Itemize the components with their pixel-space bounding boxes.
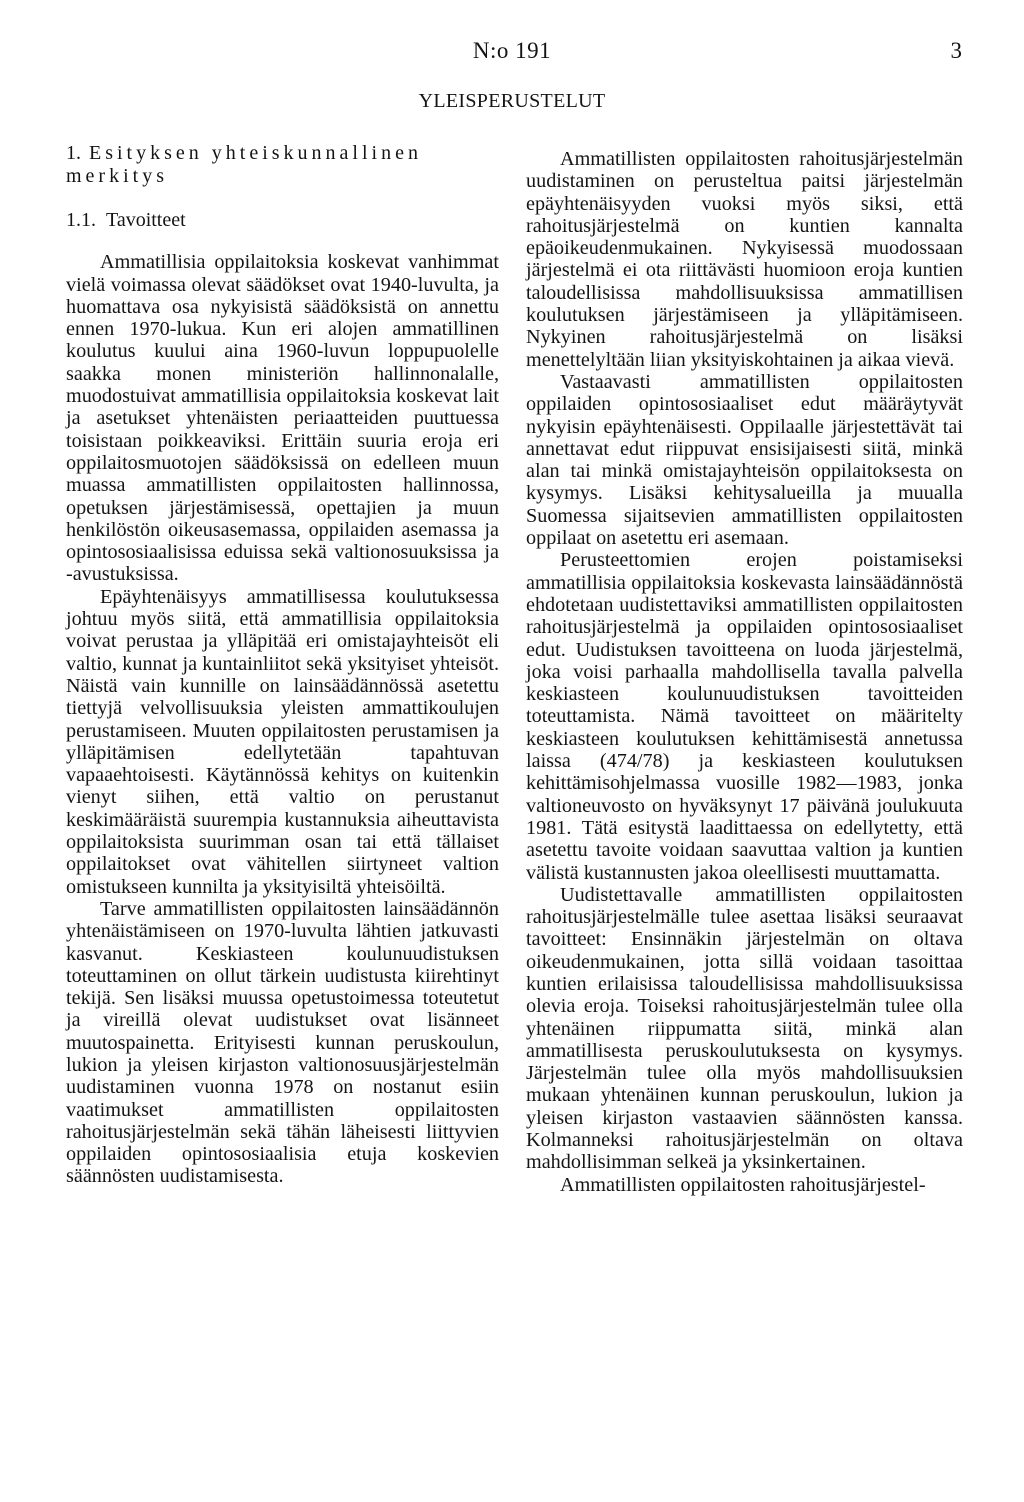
heading-level-2 bbox=[66, 209, 499, 231]
heading-1-title: Esityksen yhteiskunnallinen merkitys bbox=[66, 142, 422, 187]
paragraph: Uudistettavalle ammatillisten oppilaitosten rahoitusjärjestelmälle tulee asettaa lisäksi seuraavat tavoitteet: Ensinnäkin järjestelmän on oltava oikeudenmukainen, jotta sillä voidaan tasoittaa kuntien erilaisissa taloudellisissa mahdollisuuksissa olevia eroja. Toiseksi rahoitusjärjestelmän tulee olla yhtenäinen riippumatta siitä, minkä alan ammatillisesta peruskoulutuksesta on kysymys. Järjestelmän tulee olla myös mahdollisuuksien mukaan yhtenäinen kunnan peruskoulun, lukion ja yleisen kirjaston vastaavien säännösten kanssa. Kolmanneksi rahoitusjärjestelmän on oltava mahdollisimman selkeä ja yksinkertainen. bbox=[526, 883, 963, 1174]
left-column bbox=[66, 142, 499, 1188]
paragraph: Tarve ammatillisten oppilaitosten lainsäädännön yhtenäistämiseen on 1970-luvulta lähtien jatkuvasti kasvanut. Keskiasteen koulunuudistuksen toteuttaminen on ollut tärkein uudistusta kiirehtinyt tekijä. Sen lisäksi muussa opetustoimessa toteutetut ja vireillä olevat uudistukset ovat lisänneet muutospainetta. Erityisesti kunnan peruskoulun, lukion ja yleisen kirjaston valtionosuusjärjestelmän uudistaminen vuonna 1978 on nostanut esiin vaatimukset ammatillisten oppilaitosten rahoitusjärjestelmän sekä tähän läheisesti liittyvien oppilaiden opintososiaalisia etuja koskevien säännösten uudistamisesta. bbox=[66, 897, 499, 1188]
heading-1-number: 1. bbox=[66, 142, 81, 164]
heading-2-title: Tavoitteet bbox=[106, 209, 186, 231]
paragraph: Ammatillisia oppilaitoksia koskevat vanhimmat vielä voimassa olevat säädökset ovat 1940-luvulta, ja huomattava osa nykyisistä säädöksistä on annettu ennen 1970-lukua. Kun eri alojen ammatillinen koulutus kuului aina 1960-luvun loppupuolelle saakka monen ministeriön hallinnonalalle, muodostuivat ammatillisia oppilaitoksia koskevat lait ja asetukset yhtenäisten periaatteiden puuttuessa toisistaan poikkeaviksi. Erittäin suuria eroja eri oppilaitosmuotojen säädöksissä on edelleen muun muassa ammatillisten oppilaitosten hallinnossa, opetuksen järjestämisessä, opettajien ja muun henkilöstön oikeusasemassa, oppilaiden asemassa ja opintososiaalisissa eduissa sekä valtionosuuksissa ja -avustuksissa. bbox=[66, 251, 499, 586]
paragraph-continued: Ammatillisten oppilaitosten rahoitusjärjestel- bbox=[560, 1173, 926, 1196]
document-number: N:o 191 bbox=[472, 38, 552, 63]
paragraph: Ammatillisten oppilaitosten rahoitusjärjestelmän uudistaminen on perusteltua paitsi järjestelmän epäyhtenäisyyden vuoksi myös siksi, että rahoitusjärjestelmä on kuntien kannalta epäoikeudenmukainen. Nykyisessä muodossaan järjestelmä ei ota riittävästi huomioon eroja kuntien taloudellisissa mahdollisuuksissa ammatillisen koulutuksen järjestämiseen ja ylläpitämiseen. Nykyinen rahoitusjärjestelmä on lisäksi menettelyltään liian yksityiskohtainen ja aikaa vievä. bbox=[526, 148, 963, 371]
paragraph: Perusteettomien erojen poistamiseksi ammatillisia oppilaitoksia koskevasta lainsäädännöstä ehdotetaan uudistettaviksi ammatillisten oppilaitosten rahoitusjärjestelmä ja oppilaiden opintososiaaliset edut. Uudistuksen tavoitteena on luoda järjestelmä, joka voisi parhaalla mahdollisella tavalla palvella keskiasteen koulunuudistuksen tavoitteiden toteuttamista. Nämä tavoitteet on määritelty keskiasteen koulutuksen kehittämisestä annetussa laissa (474/78) ja keskiasteen koulutuksen kehittämisohjelmassa vuosille 1982—1983, jonka valtioneuvosto on hyväksynyt 17 päivänä joulukuuta 1981. Tätä esitystä laadittaessa on edellytetty, että asetettu tavoite voidaan saavuttaa valtion ja kuntien välistä kustannusten jakoa oleellisesti muuttamatta. bbox=[526, 549, 963, 884]
section-title: YLEISPERUSTELUT bbox=[418, 90, 606, 112]
paragraph: Vastaavasti ammatillisten oppilaitosten oppilaiden opintososiaaliset edut määräytyvät nykyisin epäyhtenäisesti. Oppilaalle järjestettävät tai annettavat edut riippuvat ensisijaisesti siitä, minkä alan tai minkä omistajayhteisön oppilaitoksesta on kysymys. Lisäksi kehitysalueilla ja muualla Suomessa sijaitsevien ammatillisten oppilaitosten oppilaat on asetettu eri asemaan. bbox=[526, 370, 963, 550]
page-number: 3 bbox=[950, 38, 962, 63]
heading-2-number: 1.1. bbox=[66, 209, 96, 231]
paragraph: Epäyhtenäisyys ammatillisessa koulutuksessa johtuu myös siitä, että ammatillisia oppilaitoksia voivat perustaa ja ylläpitää eri omistajayhteisöt eli valtio, kunnat ja kuntainliitot sekä yksityiset yhteisöt. Näistä vain kunnille on lainsäädännössä asetettu tiettyjä velvollisuuksia yleisten ammattikoulujen perustamiseen. Muuten oppilaitosten perustamisen ja ylläpitämisen edellytetään tapahtuvan vapaaehtoisesti. Käytännössä kehitys on kuitenkin vienyt siihen, että valtio on perustanut keskimääräistä suurempia kustannuksia aiheuttavista oppilaitoksista suurimman osan tai että tällaiset oppilaitokset ovat vähitellen siirtyneet valtion omistukseen kunnilta ja yksityisiltä yhteisöiltä. bbox=[66, 585, 499, 898]
right-column bbox=[526, 148, 963, 1196]
heading-level-1 bbox=[66, 142, 499, 187]
